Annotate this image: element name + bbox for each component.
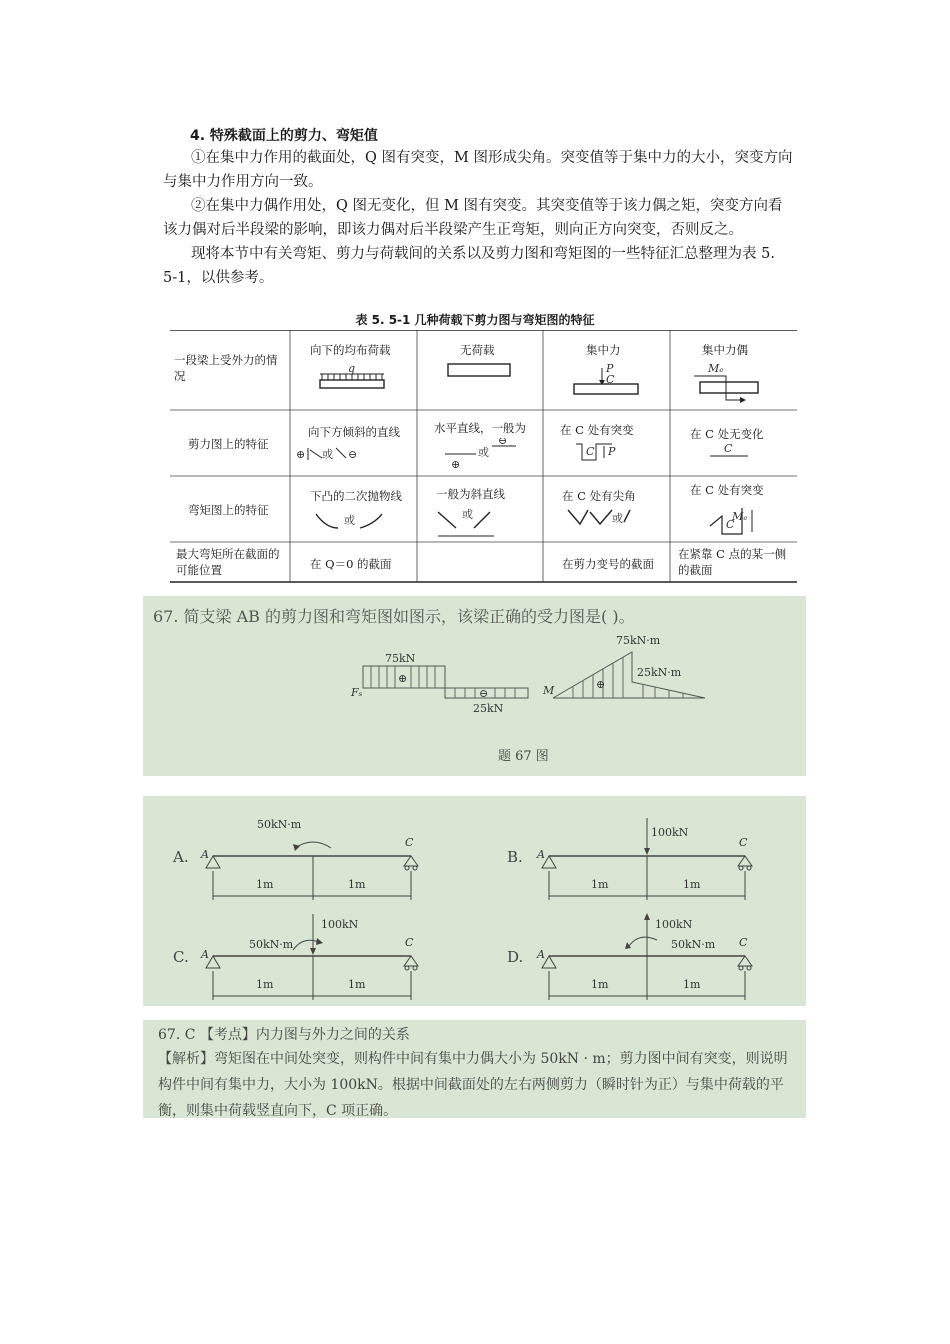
shear-feature-uniform: 向下方倾斜的直线 [308, 425, 400, 439]
answer-body: 【解析】弯矩图在中间处突变，则构件中间有集中力偶大小为 50kN · m；剪力图中间有突变，则说明构件中间有集中力，大小为 100kN。根据中间截面处的左右两侧剪力（瞬时针为正）与集中荷载的平衡，则集中荷载竖直向下，C 项正确。 [158, 1051, 788, 1119]
moment-point-sketch [568, 510, 630, 525]
row-header-load: 一段梁上受外力的情况 [174, 353, 278, 383]
moment-mid-value: 25kN·m [637, 666, 682, 679]
option-d-moment: 50kN·m [671, 938, 716, 951]
option-a-span1: 1m [256, 878, 274, 891]
option-c-span1: 1m [256, 978, 274, 991]
load-case-sketches [290, 358, 797, 410]
max-moment-couple: 在紧靠 C 点的某一侧的截面 [678, 547, 787, 577]
option-b-letter: B. [507, 848, 523, 866]
or-5: 或 [612, 512, 623, 525]
no-load-beam-icon [448, 364, 510, 376]
question-panel [143, 596, 806, 776]
moment-plus: ⊕ [596, 678, 606, 691]
moment-none-sketch [438, 508, 494, 536]
load-case-couple: 集中力偶 [702, 343, 748, 357]
paragraph-1: ①在集中力作用的截面处，Q 图有突变，M 图形成尖角。突变值等于集中力的大小，突变方向与集中力作用方向一致。 [163, 150, 793, 190]
moment-diagram [542, 634, 705, 698]
question-text: 67. 简支梁 AB 的剪力图和弯矩图如图示，该梁正确的受力图是( )。 [153, 607, 635, 626]
or-1: 或 [322, 448, 333, 461]
option-a-letter: A. [173, 848, 189, 866]
option-a-load: 50kN·m [257, 818, 302, 831]
moment-feature-uniform: 下凸的二次抛物线 [310, 489, 402, 503]
row-header-shear: 剪力图上的特征 [188, 437, 269, 451]
moment-couple-sketch [710, 508, 752, 534]
paragraph-2: ②在集中力偶作用处，Q 图无变化，但 M 图有突变。其突变值等于该力偶之矩，突变方向看该力偶对后半段梁的影响，即该力偶对后半段梁产生正弯矩，则向正方向突变，否则反之。 [163, 198, 783, 238]
shear-top-value: 75kN [385, 652, 416, 665]
answer-head: 67. C 【考点】内力图与外力之间的关系 [158, 1027, 410, 1043]
uniform-load-icon [320, 362, 384, 388]
option-a-support-c: C [405, 836, 414, 849]
option-b-support-a: A [537, 848, 545, 861]
shear-sketches [290, 438, 797, 476]
max-moment-point: 在剪力变号的截面 [562, 557, 654, 571]
option-c-force: 100kN [321, 918, 359, 931]
row-header-moment: 弯矩图上的特征 [188, 503, 269, 517]
option-a [172, 818, 418, 900]
option-d-support-a: A [537, 948, 545, 961]
option-d-force: 100kN [655, 918, 693, 931]
load-case-none: 无荷载 [460, 343, 495, 357]
max-moment-uniform: 在 Q＝0 的截面 [310, 557, 392, 571]
shear-bottom-value: 25kN [473, 702, 504, 715]
options-panel [143, 796, 806, 1006]
shear-couple-sketch [710, 442, 748, 456]
sym-c-3: C [724, 442, 733, 455]
or-4: 或 [462, 508, 473, 521]
load-case-point: 集中力 [586, 343, 621, 357]
shear-feature-point: 在 C 处有突变 [560, 423, 634, 437]
option-d-span1: 1m [591, 978, 609, 991]
option-d-span2: 1m [683, 978, 701, 991]
option-b [507, 818, 752, 900]
sym-c-2: C [586, 445, 595, 458]
option-b-load: 100kN [651, 826, 689, 839]
moment-feature-none: 一般为斜直线 [436, 487, 505, 501]
moment-feature-couple: 在 C 处有突变 [690, 483, 764, 497]
table-caption: 表 5. 5-1 几种荷载下剪力图与弯矩图的特征 [355, 313, 595, 327]
sym-c-4: C [726, 518, 735, 531]
shear-point-sketch [576, 444, 616, 460]
shear-feature-couple: 在 C 处无变化 [690, 427, 764, 441]
sym-plus-2: ⊕ [451, 458, 461, 471]
option-a-span2: 1m [348, 878, 366, 891]
shear-none-sketch [445, 438, 516, 471]
option-d [507, 913, 752, 1000]
sym-minus-2: ⊖ [498, 438, 508, 447]
shear-diagram [350, 652, 528, 715]
moment-peak-value: 75kN·m [616, 634, 661, 647]
load-case-uniform: 向下的均布荷载 [310, 343, 391, 357]
option-c-support-a: A [201, 948, 209, 961]
section-heading: 4. 特殊截面上的剪力、弯矩值 [190, 128, 378, 144]
moment-label: M [543, 684, 555, 697]
couple-icon [694, 362, 758, 403]
feature-table [170, 330, 797, 583]
sym-p-2: P [608, 445, 616, 458]
moment-uniform-sketch [316, 514, 382, 528]
sym-c: C [606, 373, 615, 386]
option-c-span2: 1m [348, 978, 366, 991]
shear-plus: ⊕ [398, 672, 408, 685]
option-a-support-a: A [201, 848, 209, 861]
shear-minus: ⊖ [479, 687, 489, 700]
or-2: 或 [478, 446, 489, 459]
point-load-icon [574, 362, 638, 394]
option-c-letter: C. [173, 948, 189, 966]
option-d-letter: D. [507, 948, 524, 966]
option-b-span1: 1m [591, 878, 609, 891]
sym-plus-1: ⊕ [296, 448, 306, 461]
moment-sketches [290, 502, 797, 542]
option-b-support-c: C [739, 836, 748, 849]
options-figure [143, 796, 806, 1006]
figure-caption: 题 67 图 [498, 749, 549, 764]
shear-feature-none: 水平直线，一般为 [434, 421, 526, 435]
shear-uniform-sketch [296, 448, 357, 461]
sym-p: P [606, 362, 614, 375]
question-figure [143, 596, 806, 776]
option-b-span2: 1m [683, 878, 701, 891]
sym-m: Mₑ [708, 362, 724, 375]
option-d-support-c: C [739, 936, 748, 949]
sym-minus-1: ⊖ [348, 448, 358, 461]
or-3: 或 [344, 514, 355, 527]
option-c-moment: 50kN·m [249, 938, 294, 951]
paragraph-3: 现将本节中有关弯矩、剪力与荷载间的关系以及剪力图和弯矩图的一些特征汇总整理为表 5. 5-1，以供参考。 [163, 246, 775, 286]
sym-q: q [348, 362, 356, 375]
shear-label: Fₛ [351, 686, 363, 699]
sym-m-2: Mₑ [732, 510, 748, 523]
row-header-max-moment: 最大弯矩所在截面的可能位置 [176, 547, 280, 577]
moment-feature-point: 在 C 处有尖角 [562, 489, 636, 503]
option-c [173, 914, 418, 1000]
option-c-support-c: C [405, 936, 414, 949]
